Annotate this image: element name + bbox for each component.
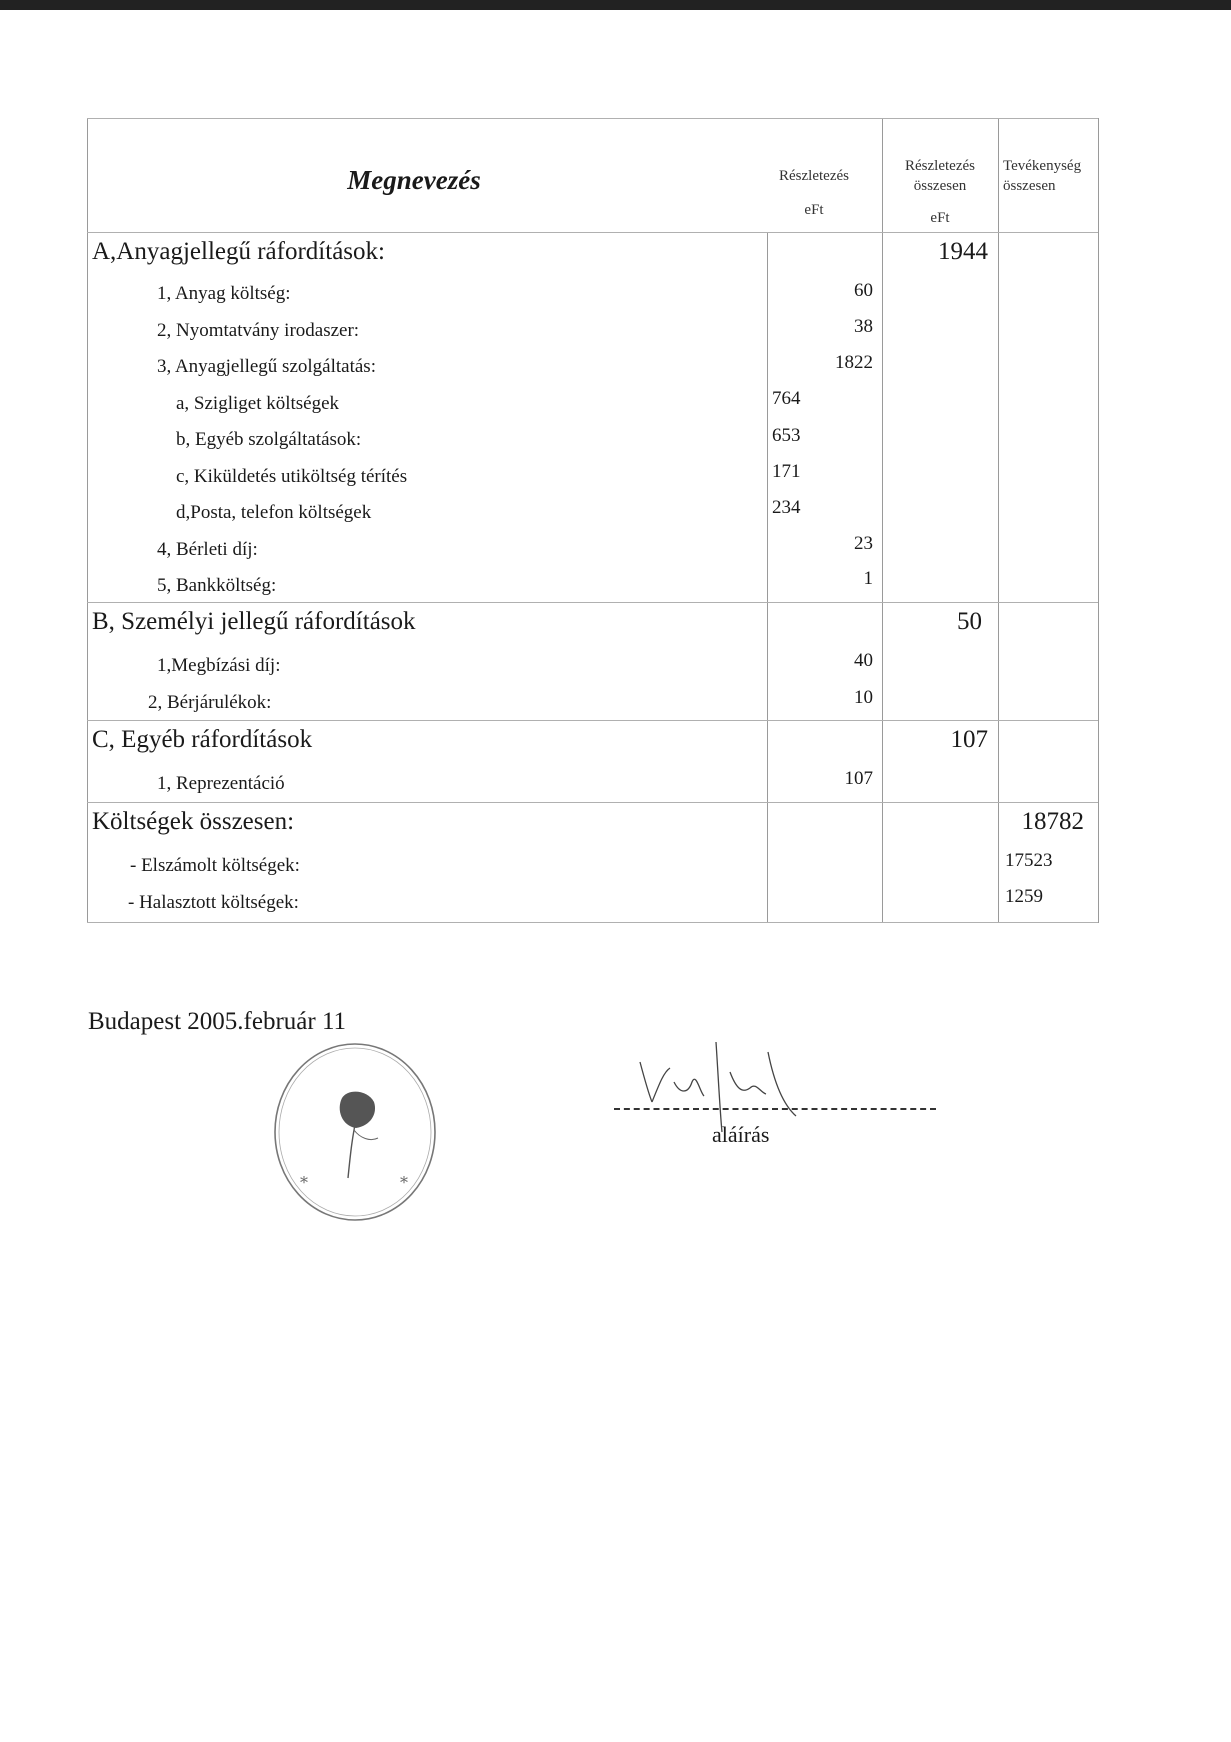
item-a3b: b, Egyéb szolgáltatások: (176, 429, 362, 450)
signature-line (614, 1108, 936, 1110)
item-k1-value: 17523 (1005, 850, 1053, 871)
item-a3d-value: 234 (772, 497, 801, 518)
item-a4: 4, Bérleti díj: (157, 539, 258, 560)
signature-label: aláírás (712, 1122, 770, 1147)
header-divider (87, 232, 1098, 233)
total-title: Költségek összesen: (92, 808, 295, 835)
item-a5: 5, Bankköltség: (157, 575, 277, 596)
header-col-detail-sum-line2: összesen (913, 178, 967, 194)
item-b2: 2, Bérjárulékok: (148, 692, 272, 713)
item-a3d: d,Posta, telefon költségek (176, 502, 372, 523)
item-a2-value: 38 (854, 316, 873, 337)
item-a3a: a, Szigliget költségek (176, 393, 340, 414)
header-col-detail-unit: eFt (804, 202, 824, 218)
item-a1-value: 60 (854, 280, 873, 301)
item-a3-value: 1822 (835, 352, 873, 373)
item-a3c-value: 171 (772, 461, 801, 482)
svg-text:*: * (300, 1173, 308, 1192)
section-a-title: A,Anyagjellegű ráfordítások: (92, 238, 385, 265)
header-col-detail: Részletezés (779, 168, 849, 184)
total-value: 18782 (1021, 808, 1084, 835)
item-a2: 2, Nyomtatvány irodaszer: (157, 320, 360, 341)
item-c1: 1, Reprezentáció (157, 773, 285, 794)
section-divider-b (87, 602, 1098, 603)
section-b-total: 50 (957, 608, 982, 635)
item-a3c: c, Kiküldetés utiköltség térítés (176, 466, 408, 487)
item-a5-value: 1 (863, 568, 873, 589)
item-a3b-value: 653 (772, 425, 801, 446)
table-top-border (87, 118, 1098, 119)
section-divider-total (87, 802, 1098, 803)
header-title: Megnevezés (347, 165, 481, 195)
item-a3a-value: 764 (772, 388, 801, 409)
item-a1: 1, Anyag költség: (157, 283, 291, 304)
section-divider-c (87, 720, 1098, 721)
item-a3: 3, Anyagjellegű szolgáltatás: (157, 356, 376, 377)
item-b1-value: 40 (854, 650, 873, 671)
item-a4-value: 23 (854, 533, 873, 554)
item-k2-value: 1259 (1005, 886, 1043, 907)
header-col-activity-line1: Tevékenység (1003, 158, 1082, 174)
section-b-title: B, Személyi jellegű ráfordítások (92, 608, 416, 635)
item-b2-value: 10 (854, 687, 873, 708)
header-col-detail-sum-line1: Részletezés (905, 158, 975, 174)
table-bottom-border (87, 922, 1098, 923)
item-b1: 1,Megbízási díj: (157, 655, 281, 676)
table-right-border (1098, 118, 1099, 923)
section-a-total: 1944 (938, 238, 988, 265)
item-k1: - Elszámolt költségek: (130, 855, 300, 876)
organization-stamp (270, 1038, 440, 1226)
item-c1-value: 107 (844, 768, 873, 789)
scan-edge (0, 0, 1231, 10)
svg-text:*: * (400, 1173, 408, 1192)
section-c-title: C, Egyéb ráfordítások (92, 726, 313, 753)
item-k2: - Halasztott költségek: (128, 892, 299, 913)
section-c-total: 107 (950, 726, 988, 753)
header-col-detail-sum-unit: eFt (930, 210, 950, 226)
header-col-activity-line2: összesen (1003, 178, 1056, 194)
place-and-date: Budapest 2005.február 11 (88, 1008, 347, 1035)
